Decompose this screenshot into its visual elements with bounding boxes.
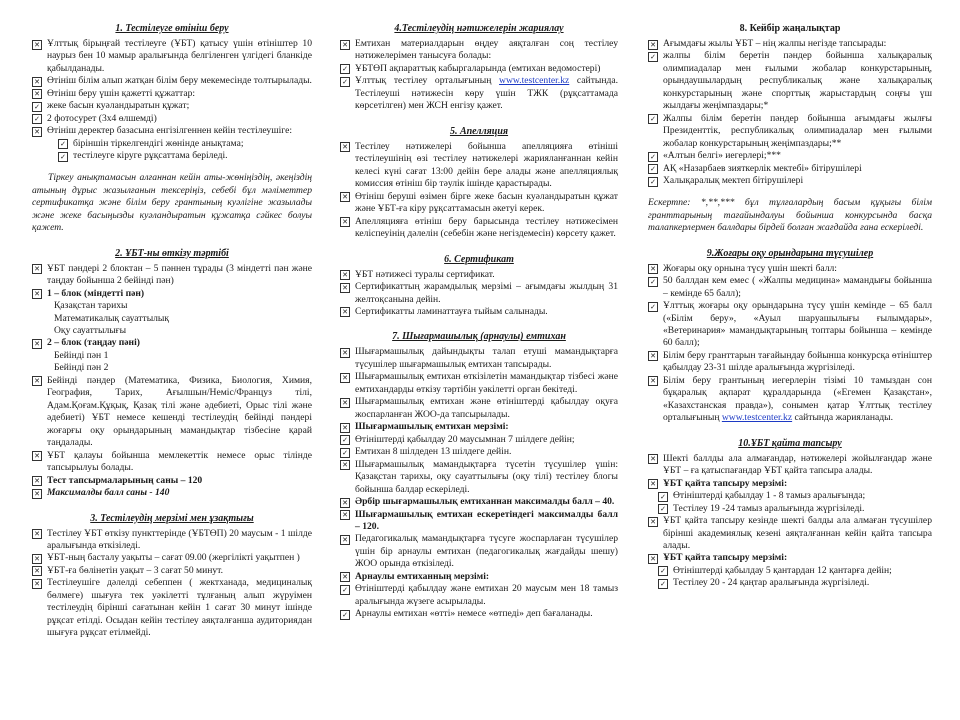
checkbox-x-icon: ✕ <box>648 554 658 564</box>
column-right <box>648 20 932 710</box>
s10-item <box>648 478 932 490</box>
s6-text: Сертификатты ламинаттауға тыйым салынады. <box>355 305 548 317</box>
checkbox-x-icon: ✕ <box>648 351 658 361</box>
checkbox-x-icon: ✕ <box>648 40 658 50</box>
checkbox-x-icon: ✕ <box>32 376 42 386</box>
checkbox-check-icon: ✓ <box>648 164 658 174</box>
section-4-title: 4.Тестілеудің нәтижелерін жариялау <box>394 23 564 34</box>
s1-item <box>32 75 312 87</box>
s8-item <box>648 163 932 175</box>
checkbox-check-icon: ✓ <box>340 610 350 620</box>
checkbox-x-icon: ✕ <box>648 454 658 464</box>
s9-text: Ұлттық жоғары оқу орындарына түсу үшін кемінде – 65 балл («Білім беру», «Ауыл шаруашылығы ғылымдары», «Ветеринария» мамандықтарының топтары бойынша – кемінде 60 балл); <box>663 300 932 349</box>
s1-text: Өтініш беру үшін қажетті құжаттар: <box>47 87 196 99</box>
s8-item <box>648 113 932 150</box>
checkbox-check-icon: ✓ <box>340 64 350 74</box>
s6-text: ҰБТ нәтижесі туралы сертификат. <box>355 268 495 280</box>
s10-item <box>658 503 932 515</box>
s7-item <box>340 533 618 570</box>
s2-text: 1 – блок (міндетті пән) <box>47 287 145 299</box>
s1-item <box>32 38 312 75</box>
checkbox-x-icon: ✕ <box>32 451 42 461</box>
s9-item <box>648 275 932 300</box>
checkbox-x-icon: ✕ <box>340 348 350 358</box>
checkbox-check-icon: ✓ <box>340 77 350 87</box>
section-10-title: 10.ҰБТ қайта тапсыру <box>738 437 842 449</box>
checkbox-x-icon: ✕ <box>32 489 42 499</box>
s7-text: Шығармашылық емтихан мерзімі: <box>355 421 509 433</box>
s7-item <box>340 459 618 496</box>
s1-text: біріншін тіркелгендігі жөнінде анықтама; <box>73 137 244 149</box>
checkbox-x-icon: ✕ <box>648 517 658 527</box>
testcenter-link[interactable]: www.testcenter.kz <box>721 412 793 424</box>
s10-item <box>658 565 932 577</box>
s7-text: Шығармашылық емтихан ескеретіндегі максималды балл – 120. <box>355 508 618 532</box>
s10-item <box>658 490 932 502</box>
s7-text: Әрбір шығармашылық емтиханнан максималды балл – 40. <box>355 496 615 508</box>
s1-text: тестілеуге кіруге рұқсаттама беріледі. <box>73 150 228 162</box>
section-7-title: 7. Шығармашылық (арнаулы) емтихан <box>392 331 566 343</box>
checkbox-x-icon: ✕ <box>32 89 42 99</box>
s9-text: Жоғары оқу орнына түсу үшін шекті балл: <box>663 262 837 274</box>
checkbox-x-icon: ✕ <box>32 566 42 576</box>
s3-text: Тестілеу ҰБТ өткізу пункттерінде (ҰБТӨП) 20 маусым - 1 шілде аралығында өткізіледі. <box>47 527 312 551</box>
s7-text: Өтініштерді қабылдау және емтихан 20 маусым мен 18 тамыз аралығында жүзеге асырылады. <box>355 583 618 607</box>
s10-item <box>658 577 932 589</box>
s7-text: Арнаулы емтиханның мерзімі: <box>355 570 490 582</box>
s8-item <box>648 175 932 187</box>
s9-item <box>648 350 932 375</box>
s7-text: Шығармашылық емтихан және өтініштерді қабылдау оқуға жоспарланған ЖОО-да тапсырылады. <box>355 396 618 420</box>
checkbox-x-icon: ✕ <box>648 264 658 274</box>
s7-text: Шығармашылық мамандықтарға түсетін түсушілер үшін: Қазақстан тарихы, оқу сауаттылығы (оқу тілі) тестілеу блогы бойынша балдар ескеріледі. <box>355 458 618 495</box>
checkbox-x-icon: ✕ <box>32 40 42 50</box>
s2-text: Максималды балл саны - 140 <box>47 487 170 499</box>
s3-item <box>32 528 312 553</box>
s4-text: Ұлттық тестілеу орталығының <box>355 75 492 87</box>
s2-list-item: Математикалық сауаттылық <box>54 312 170 324</box>
s1-item <box>32 100 312 112</box>
s8-item <box>648 150 932 162</box>
s8-text: «Алтын белгі» иегерлері;*** <box>663 150 781 162</box>
s10-text: ҰБТ қайта тапсыру мерзімі: <box>663 552 788 564</box>
s9-item <box>648 263 932 275</box>
s1-item <box>58 138 312 150</box>
checkbox-x-icon: ✕ <box>340 572 350 582</box>
s10-text: ҰБТ қайта тапсыру мерзімі: <box>663 477 788 489</box>
checkbox-check-icon: ✓ <box>32 102 42 112</box>
s5-item <box>340 191 618 216</box>
checkbox-check-icon: ✓ <box>32 114 42 124</box>
section-6-title: 6. Сертификат <box>444 253 514 265</box>
checkbox-x-icon: ✕ <box>340 192 350 202</box>
section-5-title: 5. Апелляция <box>449 125 509 137</box>
s4-item <box>340 75 618 112</box>
s9-text: Білім беру гранттарын тағайындау бойынша конкурсқа өтініштер қабылдау 23-31 шілде аралығында жүргізіледі. <box>663 349 932 374</box>
s1-item <box>32 125 312 137</box>
s1-item <box>58 150 312 162</box>
s2-item <box>32 337 312 349</box>
s2-item <box>32 375 312 450</box>
checkbox-check-icon: ✓ <box>648 177 658 187</box>
s2-text: 2 – блок (таңдау пәні) <box>47 337 140 349</box>
checkbox-check-icon: ✓ <box>658 579 668 589</box>
checkbox-x-icon: ✕ <box>340 307 350 317</box>
s10-text: Өтініштерді қабылдау 5 қантардан 12 қантарға дейін; <box>673 564 892 576</box>
checkbox-check-icon: ✓ <box>58 152 68 162</box>
s6-item <box>340 306 618 318</box>
checkbox-check-icon: ✓ <box>648 52 658 62</box>
s8-text: АҚ «Назарбаев зияткерлік мектебі» бітірушілері <box>663 162 862 174</box>
s8-item <box>648 38 932 50</box>
s7-item <box>340 509 618 534</box>
s6-item <box>340 269 618 281</box>
s8-text: Жалпы білім беретін пәндер бойынша ағымдағы жылғы Президенттік, республикалық олимпиадалар мен ғылыми жобалар конкурстарының жеңімпаздары;** <box>663 112 932 149</box>
s7-item <box>340 446 618 458</box>
checkbox-x-icon: ✕ <box>32 289 42 299</box>
s4-item <box>340 63 618 75</box>
s1-item <box>32 88 312 100</box>
checkbox-x-icon: ✕ <box>32 579 42 589</box>
s4-item <box>340 38 618 63</box>
checkbox-x-icon: ✕ <box>340 423 350 433</box>
s2-item <box>32 263 312 288</box>
checkbox-x-icon: ✕ <box>340 283 350 293</box>
s2-text: ҰБТ пәндері 2 блоктан – 5 пәннен тұрады (3 міндетті пән және таңдау бойынша 2 бейінді пән) <box>47 262 312 287</box>
checkbox-x-icon: ✕ <box>340 217 350 227</box>
s1-text: Өтініш білім алып жатқан білім беру мекемесінде толтырылады. <box>47 75 312 87</box>
s7-text: Өтініштерді қабылдау 20 маусымнан 7 шілдеге дейін; <box>355 433 575 445</box>
s9-text: 50 баллдан кем емес ( «Жалпы медицина» мамандығы бойынша – кемінде 65 балл); <box>663 275 932 299</box>
s2-text: Бейінді пәндер (Математика, Физика, Биология, Химия, География, Тарих, Ағылшын/Неміс/Француз тілі, Адам.Қоғам.Құқық, Қазақ тілі және әдебиеті, Орыс тілі және әдебиеті) ҰБТ немесе кешенді тестілеудің бейінді пәндері жоғарғы оқу орындарының мамандықтар тізбесіне қарай таңдалады. <box>47 374 312 449</box>
checkbox-check-icon: ✓ <box>648 152 658 162</box>
s2-item <box>32 450 312 475</box>
s5-text: Тестілеу нәтижелері бойынша апелляцияға өтініші тестілеушінің өзі тестілеу нәтижелері жарияланғаннан кейін келесі күні сағат 13:00 дейін бере алады және апелляциялық комиссия өтініш бір тәулік ішінде қарастырады. <box>355 140 618 190</box>
checkbox-x-icon: ✕ <box>340 498 350 508</box>
s2-item <box>32 475 312 487</box>
s8-note: Ескертпе: *,**,*** бұл тұлғалардың басым құқығы білім гранттарының тағайындалуы бойынша конкурсында басқа талапкерлермен баллдары бірдей болған жағдайда ғана ескеріледі. <box>648 197 932 234</box>
s7-text: Шығармашылық емтихан өткізілетін мамандықтар тізбесі және емтихандарды өткізу тәртібін уәкілетті орган бекітеді. <box>355 371 618 395</box>
section-8-title: 8. Кейбір жаңалықтар <box>739 23 841 34</box>
s10-text: Тестілеу 19 -24 тамыз аралығында жүргізіледі. <box>673 502 865 514</box>
s6-text: Сертификаттың жарамдылық мерзімі – ағымдағы жылдың 31 желтоқсанына дейін. <box>355 281 618 305</box>
s1-item <box>32 113 312 125</box>
column-left <box>32 20 312 710</box>
checkbox-check-icon: ✓ <box>658 566 668 576</box>
checkbox-x-icon: ✕ <box>648 479 658 489</box>
s7-text: Емтихан 8 шілдеден 13 шілдеге дейін. <box>355 446 512 458</box>
checkbox-x-icon: ✕ <box>32 127 42 137</box>
checkbox-x-icon: ✕ <box>648 376 658 386</box>
s1-text: жеке басын куәландыратын құжат; <box>47 100 190 112</box>
s10-text: ҰБТ қайта тапсыру кезінде шекті балды ала алмаған түсушілер бірінші академиялық кезені аяқталғаннан кейін қайта тапсыра алады. <box>663 515 932 551</box>
s7-item <box>340 571 618 583</box>
s1-note: Тіркеу анықтамасын алғаннан кейін аты-жөніңіздің, әкеңіздің атының дұрыс жазылғанын тексеріңіз, себебі бұл мәліметтер сертификатқа және білім беру грантының куәлігіне жазылады және жеке басыңызды куәландыратын құжатқа сәйкес болуы қажет. <box>32 172 312 234</box>
checkbox-check-icon: ✓ <box>340 585 350 595</box>
s10-text: Тестілеу 20 - 24 қаңтар аралығында жүргізіледі. <box>673 577 870 589</box>
testcenter-link[interactable]: www.testcenter.kz <box>499 75 570 87</box>
s5-text: Өтініш берушi өзімен бірге жеке басын куәландыратын құжат және ҰБТ-ға кіру рұқсаттамасын әкетуі керек. <box>355 190 618 215</box>
s9-item <box>648 375 932 425</box>
s2-list-item: Қазақстан тарихы <box>54 300 128 312</box>
s3-text: Тестілеушіге дәлелді себеппен ( жектханада, медициналық бөлмеге) шығуға тек уәкілетті тұлғаның алып жүруімен тестілеудің бірінші сағатынан кейін 1 сағат 30 минут ішінде рұқсат етілді. Осыдан кейін тестілеу аяқталғанша аудиториядан шығуға рұқсат етілмейді. <box>47 577 312 639</box>
checkbox-x-icon: ✕ <box>340 373 350 383</box>
s7-item <box>340 421 618 433</box>
s2-list-item: Бейінді пән 2 <box>54 362 109 374</box>
s2-text: Тест тапсырмаларының саны – 120 <box>47 474 203 486</box>
checkbox-x-icon: ✕ <box>32 476 42 486</box>
s7-text: Педагогикалық мамандықтарға түсуге жоспарлаған түсушілер үшін бір арнаулы емтихан (педагогикалық жағдайды шешу) ЖОО орында өткізіледі. <box>355 533 618 570</box>
checkbox-x-icon: ✕ <box>340 460 350 470</box>
checkbox-x-icon: ✕ <box>340 270 350 280</box>
s3-text: ҰБТ-ға бөлінетін уақыт – 3 сағат 50 минут. <box>47 564 224 576</box>
s4-text: Емтихан материалдарын өңдеу аяқталған соң тестілеу нәтижелерімен танысуға болады: <box>355 38 618 62</box>
s7-item <box>340 583 618 608</box>
checkbox-check-icon: ✓ <box>658 504 668 514</box>
column-middle <box>340 20 618 710</box>
s10-text: Шекті баллды ала алмағандар, нәтижелері жойылғандар және ҰБТ – ға қатыспағандар ҰБТ қайта тапсыра алады. <box>663 452 932 477</box>
section-3-title: 3. Тестілеудің мерзімі мен ұзақтығы <box>90 512 254 524</box>
s2-list-item: Оқу сауаттылығы <box>54 324 127 336</box>
checkbox-x-icon: ✕ <box>32 554 42 564</box>
checkbox-check-icon: ✓ <box>648 114 658 124</box>
checkbox-check-icon: ✓ <box>340 448 350 458</box>
s10-item <box>648 552 932 564</box>
s10-item <box>648 515 932 552</box>
s7-item <box>340 496 618 508</box>
s2-text: ҰБТ қалауы бойынша мемлекеттік немесе орыс тілінде тапсырылуы болады. <box>47 449 312 474</box>
s8-text: Ағымдағы жылы ҰБТ – нің жалпы негізде тапсырады: <box>663 38 887 49</box>
s9-text: сайтында жарияланады. <box>794 412 893 424</box>
checkbox-x-icon: ✕ <box>32 339 42 349</box>
s2-item <box>32 288 312 300</box>
s3-text: ҰБТ-ның басталу уақыты – сағат 09.00 (жергілікті уақытпен ) <box>47 552 300 564</box>
s7-text: Шығармашылық дайындықты талап етуші мамандықтарға түсушілер шығармашылық емтихан тапсырады. <box>355 346 618 370</box>
s5-item <box>340 216 618 241</box>
checkbox-x-icon: ✕ <box>32 77 42 87</box>
s10-item <box>648 453 932 478</box>
s7-item <box>340 434 618 446</box>
checkbox-x-icon: ✕ <box>340 142 350 152</box>
checkbox-check-icon: ✓ <box>58 139 68 149</box>
s10-text: Өтініштерді қабылдау 1 - 8 тамыз аралығында; <box>673 490 866 502</box>
s3-item <box>32 565 312 577</box>
s4-text: сайтында. Тестілеуші нәтижесін көру үшін ТЖК (рұқсаттамада көрсетілген) мен ЖСН енгізу қажет. <box>355 75 618 112</box>
checkbox-check-icon: ✓ <box>340 435 350 445</box>
checkbox-check-icon: ✓ <box>648 277 658 287</box>
checkbox-x-icon: ✕ <box>32 264 42 274</box>
s1-text: Өтініш деректер базасына енгізілгеннен кейін тестілеушіге: <box>47 125 292 137</box>
checkbox-x-icon: ✕ <box>340 510 350 520</box>
checkbox-x-icon: ✕ <box>340 535 350 545</box>
checkbox-check-icon: ✓ <box>648 302 658 312</box>
s7-item <box>340 396 618 421</box>
checkbox-x-icon: ✕ <box>32 529 42 539</box>
section-2-title: 2. ҰБТ-ны өткізу тәртібі <box>115 247 229 259</box>
s2-list-item: Бейінді пән 1 <box>54 349 109 361</box>
s7-item <box>340 346 618 371</box>
s2-item <box>32 487 312 499</box>
s1-text: 2 фотосурет (3х4 өлшемді) <box>47 112 157 124</box>
s5-text: Апелляцияға өтініш беру барысында тестілеу нәтижесімен келіспеуінің дәлелін (себебін және негіздемесін) көрсету қажет. <box>355 215 618 240</box>
s3-item <box>32 552 312 564</box>
s7-item <box>340 371 618 396</box>
s5-item <box>340 141 618 191</box>
s9-item <box>648 300 932 350</box>
s7-item <box>340 608 618 620</box>
checkbox-x-icon: ✕ <box>340 40 350 50</box>
checkbox-check-icon: ✓ <box>658 492 668 502</box>
s7-text: Арнаулы емтихан «өтті» немесе «өтпеді» деп бағаланады. <box>355 608 593 620</box>
s9-text: Білім беру грантының иегерлерін тізімі 10 тамыздан сон бұқаралық ақпарат құралдарында («Егемен Қазақстан», «Казахстанская правда»), сонымен қатар Ұлттық тестілеу орталығының <box>663 374 932 424</box>
s3-item <box>32 577 312 639</box>
s6-item <box>340 281 618 306</box>
s8-text: Халықаралық мектеп бітірушілері <box>663 175 804 187</box>
s4-text: ҰБТӨП ақпараттық кабыргаларында (емтихан ведомостері) <box>355 62 601 74</box>
checkbox-x-icon: ✕ <box>340 398 350 408</box>
s1-text: Ұлттық бірыңғай тестілеуге (ҰБТ) қатысу үшін өтініштер 10 наурыз бен 10 мамыр аралығында белгіленген үлгідегі бланкіде қабылданады. <box>47 38 312 74</box>
section-1-title: 1. Тестілеуге өтініш беру <box>115 23 229 34</box>
s8-item <box>648 50 932 112</box>
s8-text: жалпы білім беретін пәндер бойынша халықаралық олимпиадалар мен ғылыми жобалар конкурстарының, орындаушылардың республикалық және халықаралық конкурстарының және спорттық жарыстардың соңғы үш жылдағы жеңімпаздары;* <box>663 50 932 112</box>
section-9-title: 9.Жоғары оқу орындарына түсушілер <box>706 247 874 259</box>
